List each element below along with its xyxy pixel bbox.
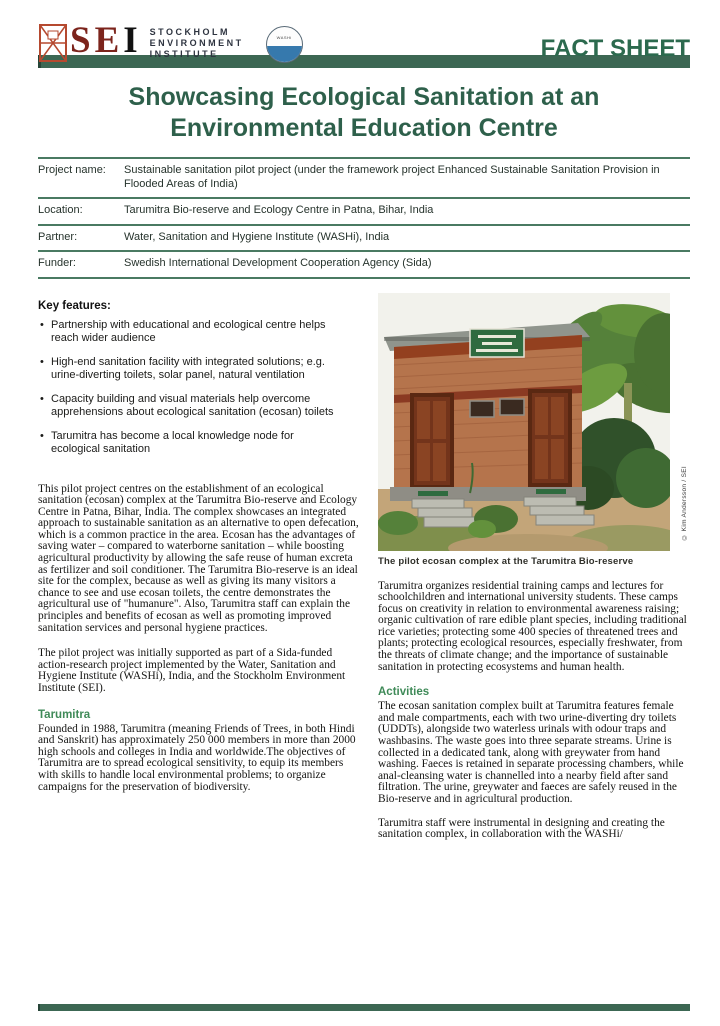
- key-features-heading: Key features:: [38, 299, 111, 312]
- key-features-list: [38, 319, 360, 456]
- washi-logo: [266, 26, 303, 63]
- sei-lattice-icon: [38, 23, 68, 63]
- body-paragraph: The pilot project was initially supported as part of a Sida-funded action-research project implemented by the Water, Sanitation and Hygiene Institute (WASHi), India, and the Stockholm Environment Institute (SEI).: [38, 647, 346, 694]
- row-value: Swedish International Development Cooperation Agency (Sida): [124, 257, 432, 269]
- tarumitra-heading: Tarumitra: [38, 708, 91, 721]
- key-feature-item: • Capacity building and visual materials help overcome apprehensions about ecological sanitation (ecosan) toilets: [38, 393, 338, 419]
- body-paragraph: This pilot project centres on the establishment of an ecological sanitation (ecosan) complex at the Tarumitra Bio-reserve and Ecology Centre in Patna, Bihar, India. The complex showcases an integrated approach to sustainable sanitation as an alternative to open defecation, which is a common practice in the area. Ecosan has the advantages of saving water – compared to waterborne sanitation – while boosting agricultural productivity by allowing the safe reuse of human excreta as fertilizer and soil conditioner. The Tarumitra Bio-reserve is an ideal site for the complex, because as well as giving its many visitors a chance to see and use ecosan toilets, the centre demonstrates the agricultural use of "humanure". Also, Tarumitra staff can explain the principles and benefits of ecosan as well as promoting improved sanitation services and personal hygiene practices.: [38, 482, 359, 634]
- ecosan-complex-photo: [378, 293, 670, 551]
- key-feature-item: • High-end sanitation facility with integrated solutions; e.g. urine-diverting toilets, solar panel, natural ventilation: [38, 356, 338, 382]
- sei-acronym: [70, 20, 142, 61]
- row-label: Funder:: [38, 257, 76, 269]
- footer-green-bar: [38, 1004, 690, 1011]
- table-row: [38, 159, 690, 199]
- right-column: [378, 293, 690, 853]
- activities-heading: Activities: [378, 686, 430, 699]
- sei-logo: [38, 20, 244, 63]
- main-columns: [38, 293, 690, 853]
- body-paragraph: Tarumitra organizes residential training camps and lectures for schoolchildren and international university students. These camps focus on creativity in relation to environmental awareness raising; organic cultivation of rare edible plant species, including traditional rice varieties; protecting some 400 species of threatened trees and plants; protecting ecological resources, especially freshwater, from the threats of climate change; and the importance of sustainable sanitation in protecting ecosystems and human health.: [378, 579, 687, 673]
- page-title-line-1: Showcasing Ecological Sanitation at an: [128, 83, 600, 111]
- institute-line-2: ENVIRONMENT: [149, 38, 244, 48]
- row-label: Project name:: [38, 164, 106, 176]
- row-label: Location:: [38, 204, 83, 216]
- body-paragraph: Tarumitra staff were instrumental in designing and creating the sanitation complex, in collaboration with the WASHi/: [378, 816, 665, 841]
- institute-line-1: STOCKHOLM: [149, 27, 231, 37]
- page-header: [38, 0, 690, 62]
- washi-logo-text: WASHi: [276, 35, 292, 40]
- row-value: Tarumitra Bio-reserve and Ecology Centre in Patna, Bihar, India: [124, 204, 434, 216]
- fact-sheet-label: FACT SHEET: [540, 35, 690, 62]
- key-feature-item: • Tarumitra has become a local knowledge node for ecological sanitation: [38, 430, 338, 456]
- column-gutter: [360, 293, 378, 853]
- sei-acronym-se: SE: [70, 20, 124, 61]
- photo-caption: The pilot ecosan complex at the Tarumitra Bio-reserve: [378, 555, 634, 567]
- body-paragraph: Founded in 1988, Tarumitra (meaning Friends of Trees, in both Hindi and Sanskrit) has approximately 250 000 members in more than 2000 high schools and colleges in India and worldwide.The objectives of Tarumitra are to spread ecological sensitivity, to equip its members with skills to handle local environmental problems; to organize campaigns for the preservation of biodiversity.: [38, 722, 356, 793]
- left-column: [38, 293, 360, 853]
- table-row: [38, 252, 690, 279]
- photo-credit: © Kim Andersson / SEI: [681, 465, 688, 541]
- table-row: [38, 226, 690, 253]
- page-title-line-2: Environmental Education Centre: [170, 114, 558, 142]
- table-row: [38, 199, 690, 226]
- key-feature-item: • Partnership with educational and ecological centre helps reach wider audience: [38, 319, 338, 345]
- row-value: Sustainable sanitation pilot project (under the framework project Enhanced Sustainable Sanitation Provision in Flooded Areas of India): [124, 164, 660, 190]
- sei-institute-name: [150, 27, 244, 60]
- photo-figure: [378, 293, 690, 551]
- sei-acronym-i: I: [123, 20, 142, 61]
- row-value: Water, Sanitation and Hygiene Institute (WASHi), India: [124, 230, 390, 243]
- row-label: Partner:: [38, 230, 78, 243]
- institute-line-3: INSTITUTE: [149, 49, 219, 59]
- washi-logo-water: [267, 46, 302, 62]
- page-title: [38, 82, 690, 144]
- project-info-table: [38, 157, 690, 279]
- body-paragraph: The ecosan sanitation complex built at Tarumitra features female and male compartments, each with two urine-diverting dry toilets (UDDTs), alongside two waterless urinals with odour traps and washbasins. The waste goes into three separate streams. Urine is collected in a dedicated tank, along with greywater from hand washing. Faeces is retained in separate processing chambers, while anal-cleansing water is channelled into a nearby field after sand filtration. The urine, greywater and faeces are safely reused in the Bio-reserve and in agricultural production.: [378, 700, 684, 805]
